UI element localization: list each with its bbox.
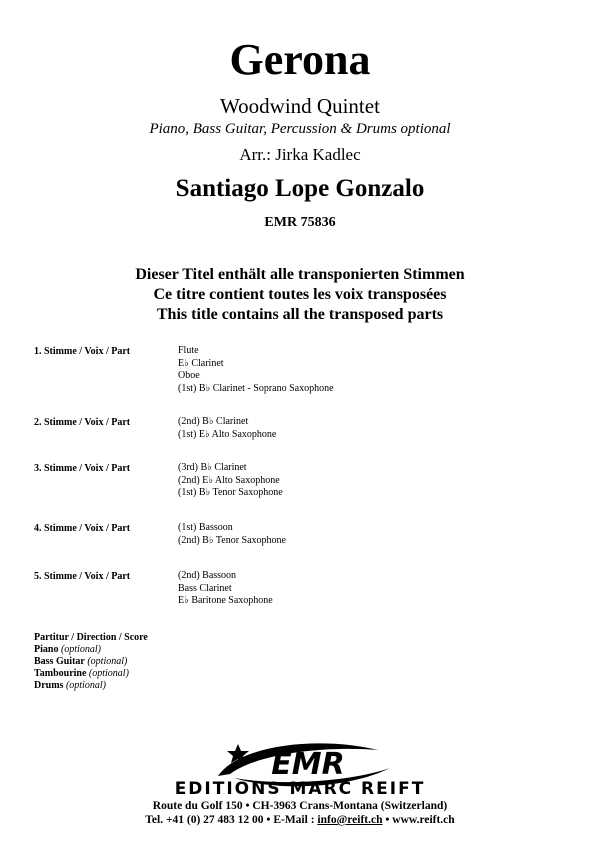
catalog-number: EMR 75836	[264, 215, 336, 230]
instrument: (1st) Bassoon	[178, 522, 233, 533]
part-5-instruments	[178, 570, 273, 608]
instrument: (1st) E♭ Alto Saxophone	[178, 428, 277, 440]
score-item-piano: Piano (optional)	[34, 644, 101, 655]
part-4-label: 4. Stimme / Voix / Part	[34, 523, 131, 534]
part-1-label: 1. Stimme / Voix / Part	[34, 346, 131, 357]
instrument: (1st) B♭ Tenor Saxophone	[178, 487, 283, 498]
part-5-label: 5. Stimme / Voix / Part	[34, 571, 131, 582]
instrumentation: Piano, Bass Guitar, Percussion & Drums optional	[149, 121, 451, 137]
part-4-instruments	[178, 522, 286, 547]
part-2-instruments	[178, 416, 276, 441]
instrument: (1st) B♭ Clarinet - Soprano Saxophone	[178, 382, 334, 394]
notice-french: Ce titre contient toutes les voix transposées	[153, 286, 447, 303]
email-link[interactable]: info@reift.ch	[317, 814, 383, 826]
part-1-instruments	[178, 345, 334, 395]
page-title: Gerona	[229, 35, 371, 84]
instrument: (2nd) E♭ Alto Saxophone	[178, 474, 280, 486]
instrument: (3rd) B♭ Clarinet	[178, 462, 247, 473]
svg-text:EMR: EMR	[271, 747, 345, 782]
instrument: (2nd) B♭ Tenor Saxophone	[178, 534, 286, 546]
website-text: • www.reift.ch	[382, 814, 455, 826]
instrument: E♭ Clarinet	[178, 357, 224, 369]
notice-english: This title contains all the transposed parts	[156, 306, 444, 323]
publisher-address: Route du Golf 150 • CH-3963 Crans-Montana (Switzerland)	[152, 800, 448, 812]
score-section	[34, 632, 148, 692]
notice-german: Dieser Titel enthält alle transponierten Stimmen	[135, 266, 465, 283]
transposition-notice	[0, 265, 600, 325]
composer: Santiago Lope Gonzalo	[175, 175, 425, 202]
arranger: Arr.: Jirka Kadlec	[239, 145, 361, 164]
part-3-instruments	[178, 462, 283, 500]
part-2-label: 2. Stimme / Voix / Part	[34, 417, 131, 428]
score-item-tambourine: Tambourine (optional)	[34, 668, 129, 679]
instrument: Flute	[178, 345, 199, 356]
phone-text: Tel. +41 (0) 27 483 12 00 • E-Mail :	[145, 814, 318, 826]
subtitle: Woodwind Quintet	[220, 94, 380, 118]
instrument: (2nd) Bassoon	[178, 570, 237, 581]
instrument: Bass Clarinet	[178, 582, 232, 594]
instrument: Oboe	[178, 370, 200, 381]
score-heading: Partitur / Direction / Score	[34, 632, 148, 643]
score-item-drums: Drums (optional)	[34, 680, 106, 691]
instrument: (2nd) B♭ Clarinet	[178, 416, 249, 427]
score-item-bass-guitar: Bass Guitar (optional)	[34, 656, 128, 667]
instrument: E♭ Baritone Saxophone	[178, 595, 273, 606]
publisher-contact	[0, 813, 600, 827]
publisher-name: EDITIONS MARC REIFT	[174, 779, 426, 799]
part-3-label: 3. Stimme / Voix / Part	[34, 463, 131, 474]
